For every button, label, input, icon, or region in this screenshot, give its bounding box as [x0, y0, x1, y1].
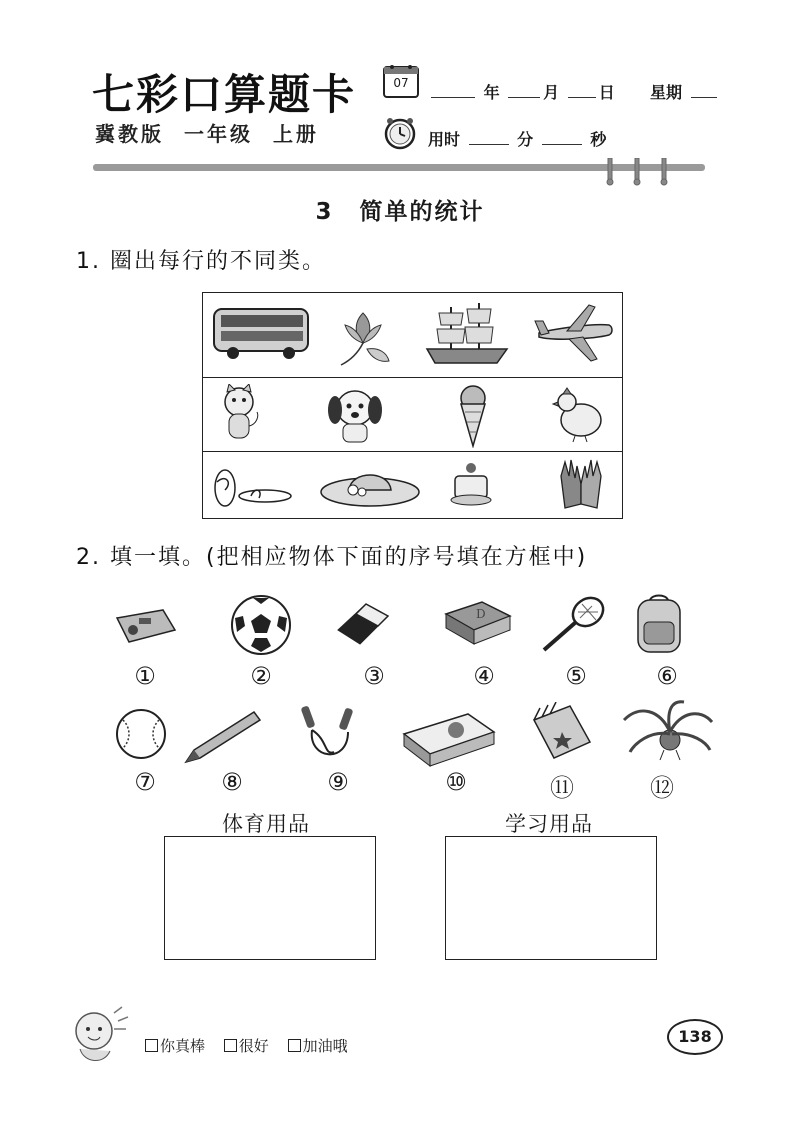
grid-row — [203, 293, 622, 377]
book-icon[interactable] — [440, 598, 514, 648]
day-label: 日 — [598, 83, 615, 102]
volume: 上册 — [272, 122, 319, 146]
sailing-ship-icon[interactable] — [421, 299, 513, 369]
edition: 冀教版 — [95, 122, 164, 146]
study-supplies-box[interactable] — [445, 836, 657, 960]
question-2-text: 2. 填一填。(把相应物体下面的序号填在方框中) — [76, 545, 588, 570]
year-label: 年 — [483, 83, 500, 102]
sports-goods-box[interactable] — [164, 836, 376, 960]
mascot-icon — [70, 1003, 132, 1073]
grid-row — [203, 451, 622, 518]
checkbox[interactable] — [288, 1039, 301, 1052]
rating-option[interactable] — [288, 1037, 348, 1055]
checkbox[interactable] — [145, 1039, 158, 1052]
section-name: 简单的统计 — [359, 199, 485, 225]
year-blank[interactable] — [431, 83, 475, 98]
edition-line — [95, 118, 319, 147]
rating-label: 加油哦 — [302, 1037, 348, 1055]
month-blank[interactable] — [508, 83, 540, 98]
soccer-ball-icon[interactable] — [229, 594, 293, 656]
time-line — [428, 127, 606, 150]
backpack-icon[interactable] — [630, 592, 688, 656]
item-number: ⑩ — [445, 768, 467, 796]
section-number: 3 — [315, 199, 334, 225]
hen-icon[interactable] — [551, 384, 607, 444]
page-number: 138 — [667, 1019, 723, 1055]
calendar-day: 07 — [393, 76, 409, 90]
jump-rope-icon[interactable] — [298, 700, 364, 766]
tennis-racket-icon[interactable] — [538, 594, 608, 654]
item-number: ④ — [473, 662, 495, 690]
divider-pegs — [605, 158, 675, 186]
sun-hat-icon[interactable] — [319, 460, 421, 510]
weekday-blank[interactable] — [691, 83, 717, 98]
rating-label: 你真棒 — [160, 1037, 206, 1055]
sports-goods-label: 体育用品 — [222, 812, 310, 836]
self-rating — [145, 1035, 362, 1056]
minutes-label: 分 — [517, 130, 534, 149]
calendar-icon — [383, 64, 419, 98]
cat-icon[interactable] — [217, 384, 261, 446]
item-number: ⑦ — [134, 768, 156, 796]
svg-text:D: D — [476, 607, 486, 621]
seconds-label: 秒 — [590, 130, 607, 149]
alarm-clock-icon — [383, 116, 417, 150]
question-1-grid — [202, 292, 623, 519]
item-number: ⑤ — [565, 662, 587, 690]
item-number: ① — [134, 662, 156, 690]
seconds-blank[interactable] — [542, 130, 582, 145]
gloves-icon[interactable] — [555, 456, 607, 512]
study-supplies-label: 学习用品 — [505, 812, 593, 836]
rating-option[interactable] — [145, 1037, 205, 1055]
weekday-label: 星期 — [649, 83, 682, 102]
section-title — [0, 193, 800, 226]
rating-label: 很好 — [238, 1037, 269, 1055]
grid-row — [203, 377, 622, 452]
item-number: ⑨ — [327, 768, 349, 796]
ice-cream-icon[interactable] — [455, 382, 491, 448]
baseball-icon[interactable] — [113, 708, 169, 760]
item-number: ⑧ — [221, 768, 243, 796]
airplane-icon[interactable] — [533, 303, 615, 363]
grade: 一年级 — [183, 122, 253, 146]
month-label: 月 — [543, 83, 560, 102]
question-1-text: 1. 圈出每行的不同类。 — [76, 249, 326, 274]
shuttlecock-icon[interactable] — [620, 700, 716, 764]
date-line — [428, 80, 720, 103]
cake-icon[interactable] — [449, 460, 493, 508]
item-number: ⑪ — [550, 774, 574, 802]
item-number: ⑫ — [650, 774, 674, 802]
pencil-sharpener-icon[interactable] — [113, 600, 179, 650]
dog-icon[interactable] — [323, 382, 387, 446]
bus-icon[interactable] — [211, 303, 311, 363]
notebook-icon[interactable] — [526, 702, 594, 762]
item-number: ③ — [363, 662, 385, 690]
pencil-icon[interactable] — [182, 708, 264, 764]
brand-title: 七彩口算题卡 — [92, 70, 357, 119]
item-number: ② — [250, 662, 272, 690]
day-blank[interactable] — [568, 83, 596, 98]
rating-option[interactable] — [224, 1037, 269, 1055]
eraser-icon[interactable] — [334, 600, 392, 648]
item-number: ⑥ — [656, 662, 678, 690]
checkbox[interactable] — [224, 1039, 237, 1052]
flower-icon[interactable] — [333, 303, 393, 367]
time-used-label: 用时 — [428, 130, 461, 149]
sandals-icon[interactable] — [207, 460, 293, 508]
pencil-case-icon[interactable] — [400, 708, 498, 768]
minutes-blank[interactable] — [469, 130, 509, 145]
